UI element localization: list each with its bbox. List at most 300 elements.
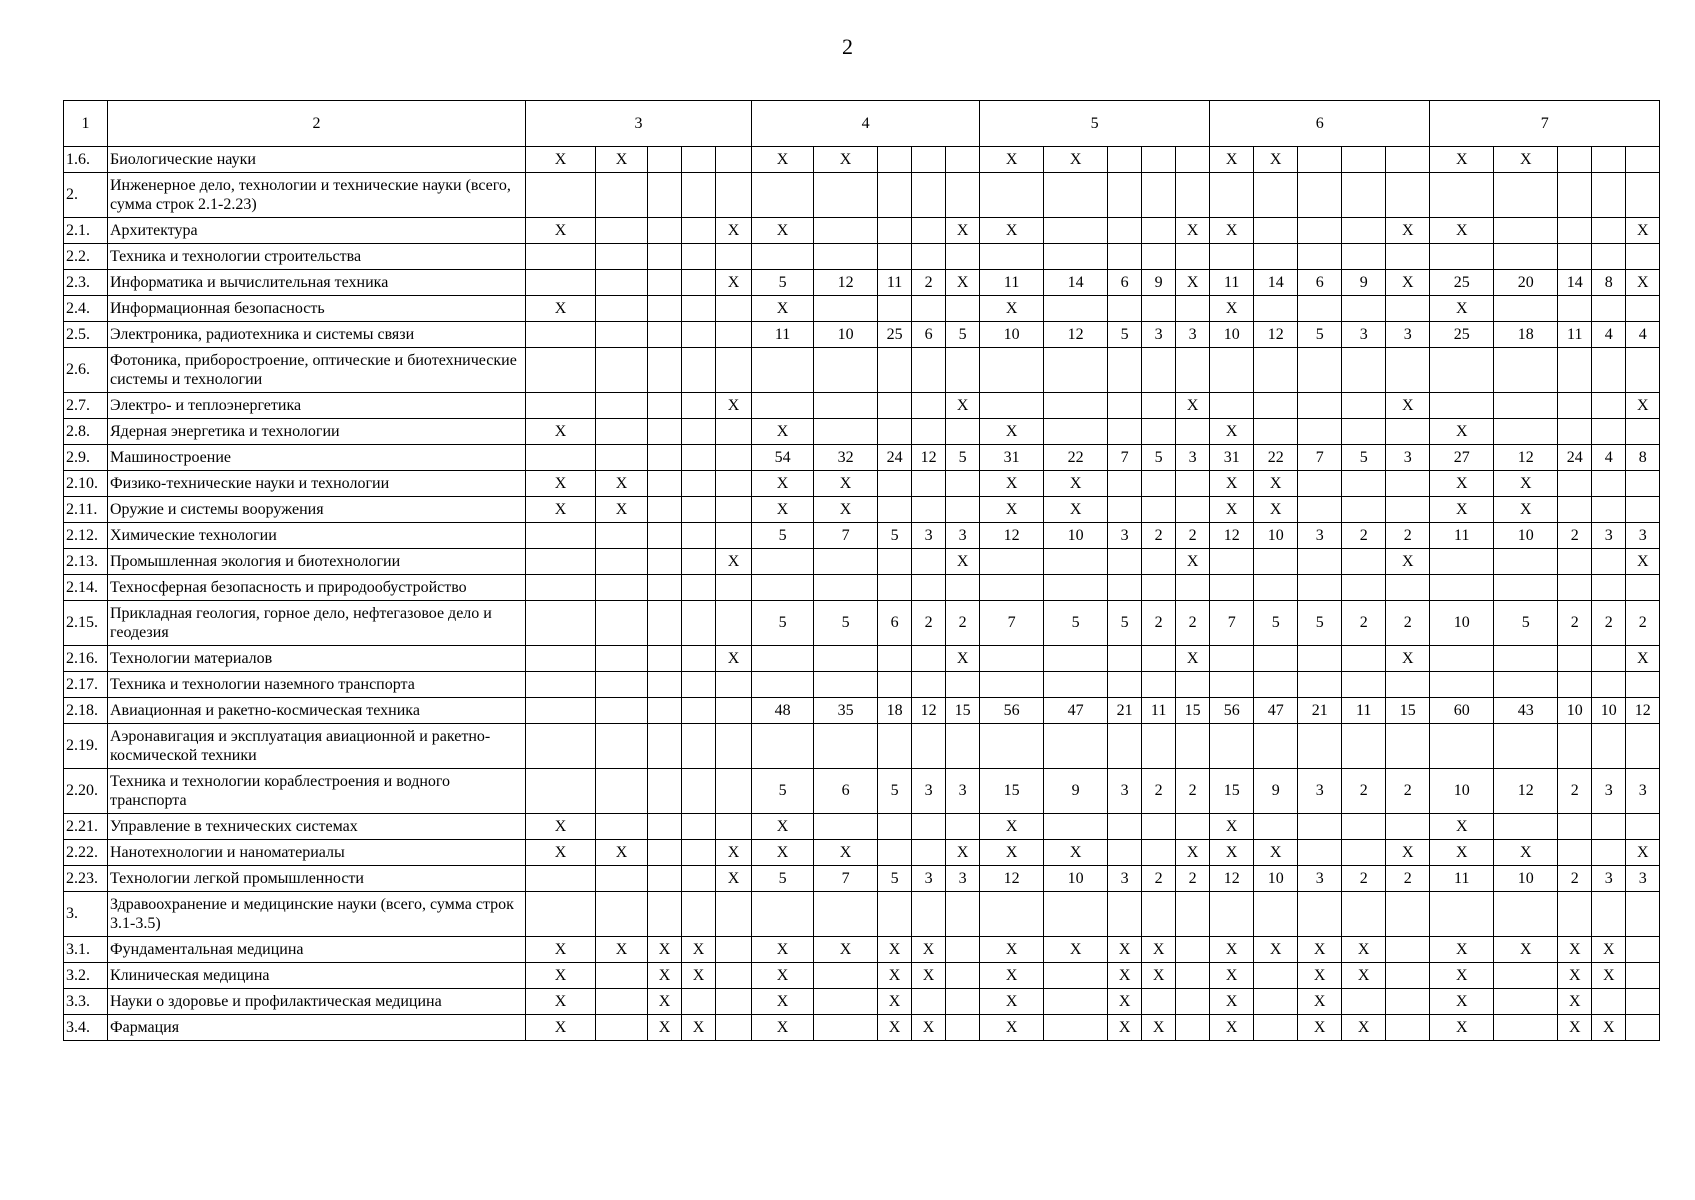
table-cell (1108, 672, 1142, 698)
table-row (64, 549, 1660, 575)
table-cell (1558, 840, 1592, 866)
table-cell (1626, 173, 1660, 218)
table-cell (1626, 1015, 1660, 1041)
table-cell (1626, 348, 1660, 393)
table-cell (814, 244, 878, 270)
table-cell (648, 296, 682, 322)
table-cell (716, 244, 752, 270)
table-cell (980, 575, 1044, 601)
table-cell (1254, 575, 1298, 601)
table-cell: X (1210, 963, 1254, 989)
table-cell (980, 646, 1044, 672)
table-cell: 43 (1494, 698, 1558, 724)
table-cell (1342, 296, 1386, 322)
table-cell: 4 (1592, 322, 1626, 348)
table-cell (1558, 646, 1592, 672)
table-cell (1044, 419, 1108, 445)
table-cell: 48 (752, 698, 814, 724)
table-cell: 2 (912, 601, 946, 646)
table-cell (1298, 840, 1342, 866)
table-cell (682, 672, 716, 698)
table-cell: X (752, 937, 814, 963)
table-row (64, 348, 1660, 393)
table-cell: 5 (1108, 601, 1142, 646)
table-row (64, 575, 1660, 601)
table-cell (1386, 963, 1430, 989)
table-cell: 47 (1254, 698, 1298, 724)
table-cell (1108, 218, 1142, 244)
table-cell: 6 (814, 769, 878, 814)
table-cell: X (1176, 840, 1210, 866)
table-cell: 2 (1342, 523, 1386, 549)
table-cell (946, 989, 980, 1015)
table-cell (716, 471, 752, 497)
table-cell: X (980, 963, 1044, 989)
table-cell: 3 (1108, 866, 1142, 892)
table-cell: X (1494, 471, 1558, 497)
table-cell (716, 1015, 752, 1041)
table-cell: X (596, 937, 648, 963)
row-name: Ядерная энергетика и технологии (108, 419, 526, 445)
table-cell (682, 322, 716, 348)
table-cell (752, 549, 814, 575)
table-cell (1592, 348, 1626, 393)
table-cell (1626, 937, 1660, 963)
table-cell (1386, 348, 1430, 393)
table-cell (1494, 549, 1558, 575)
table-cell (1108, 244, 1142, 270)
table-cell (1210, 646, 1254, 672)
table-cell: 27 (1430, 445, 1494, 471)
table-cell (1254, 348, 1298, 393)
table-cell (1494, 724, 1558, 769)
table-cell: 24 (878, 445, 912, 471)
table-cell (682, 814, 716, 840)
table-cell (946, 937, 980, 963)
table-cell (912, 393, 946, 419)
table-cell: 2 (1176, 601, 1210, 646)
table-cell (1494, 672, 1558, 698)
table-cell (648, 244, 682, 270)
row-code: 2.11. (64, 497, 108, 523)
table-cell: 60 (1430, 698, 1494, 724)
table-cell: X (912, 963, 946, 989)
table-cell: X (1176, 646, 1210, 672)
table-cell: X (1558, 989, 1592, 1015)
table-cell (878, 471, 912, 497)
table-cell (1342, 724, 1386, 769)
table-row (64, 1015, 1660, 1041)
table-cell (648, 866, 682, 892)
table-cell: 3 (1592, 866, 1626, 892)
table-cell (596, 769, 648, 814)
table-cell (1176, 147, 1210, 173)
table-cell (1494, 296, 1558, 322)
row-name: Промышленная экология и биотехнологии (108, 549, 526, 575)
table-cell (596, 549, 648, 575)
table-cell (1342, 840, 1386, 866)
table-cell: 2 (1386, 601, 1430, 646)
table-cell: 5 (946, 322, 980, 348)
table-cell (912, 814, 946, 840)
table-cell: X (1176, 218, 1210, 244)
table-cell (648, 575, 682, 601)
table-cell: X (814, 471, 878, 497)
table-cell (1558, 218, 1592, 244)
table-cell (1592, 497, 1626, 523)
table-cell: X (1386, 840, 1430, 866)
table-cell: 10 (1044, 866, 1108, 892)
table-cell: X (1430, 963, 1494, 989)
table-cell (596, 218, 648, 244)
table-cell (648, 769, 682, 814)
table-cell: X (1044, 497, 1108, 523)
table-cell (596, 419, 648, 445)
table-cell (1108, 419, 1142, 445)
table-cell: X (648, 989, 682, 1015)
table-cell (1108, 646, 1142, 672)
table-cell (648, 724, 682, 769)
table-cell (1592, 147, 1626, 173)
table-cell: X (980, 1015, 1044, 1041)
table-cell (814, 296, 878, 322)
table-cell: 2 (1558, 523, 1592, 549)
table-cell (1254, 218, 1298, 244)
table-cell (596, 244, 648, 270)
table-cell (946, 147, 980, 173)
table-row (64, 866, 1660, 892)
table-cell (1176, 672, 1210, 698)
row-name: Информационная безопасность (108, 296, 526, 322)
table-cell (1626, 419, 1660, 445)
table-cell (1558, 173, 1592, 218)
table-cell (946, 296, 980, 322)
table-cell (752, 348, 814, 393)
table-cell: 10 (980, 322, 1044, 348)
table-cell (1626, 244, 1660, 270)
table-row (64, 840, 1660, 866)
table-cell (1108, 147, 1142, 173)
table-cell (878, 244, 912, 270)
table-cell: X (752, 840, 814, 866)
table-cell: 12 (1254, 322, 1298, 348)
table-cell (648, 471, 682, 497)
table-cell (1298, 724, 1342, 769)
table-cell: 7 (980, 601, 1044, 646)
table-cell (1108, 724, 1142, 769)
table-cell (1494, 814, 1558, 840)
table-cell (1176, 892, 1210, 937)
table-cell (1044, 814, 1108, 840)
table-cell (1176, 937, 1210, 963)
table-cell (1108, 348, 1142, 393)
table-cell (1626, 471, 1660, 497)
table-cell: 5 (752, 769, 814, 814)
table-cell (1386, 244, 1430, 270)
table-cell: X (946, 549, 980, 575)
table-cell: X (878, 1015, 912, 1041)
table-cell (1494, 173, 1558, 218)
table-cell (526, 866, 596, 892)
table-cell (596, 270, 648, 296)
table-cell: 9 (1254, 769, 1298, 814)
table-cell (682, 445, 716, 471)
table-cell (526, 769, 596, 814)
table-cell (946, 471, 980, 497)
table-cell (1108, 497, 1142, 523)
table-cell: 7 (1108, 445, 1142, 471)
table-cell: 5 (814, 601, 878, 646)
table-cell: 15 (1210, 769, 1254, 814)
table-cell (1558, 892, 1592, 937)
table-cell (752, 892, 814, 937)
row-code: 2.6. (64, 348, 108, 393)
table-cell (596, 173, 648, 218)
table-cell (1044, 1015, 1108, 1041)
table-cell (946, 419, 980, 445)
table-cell (1176, 244, 1210, 270)
table-cell (648, 393, 682, 419)
table-cell (1298, 575, 1342, 601)
table-cell: 3 (1626, 523, 1660, 549)
table-cell: X (980, 989, 1044, 1015)
table-cell (1210, 173, 1254, 218)
table-cell: X (1044, 471, 1108, 497)
table-cell (912, 471, 946, 497)
table-cell (1210, 393, 1254, 419)
table-cell (1298, 549, 1342, 575)
table-cell (1342, 575, 1386, 601)
table-cell: 3 (912, 523, 946, 549)
table-cell (526, 523, 596, 549)
table-cell (814, 419, 878, 445)
header-cell: 6 (1210, 101, 1430, 147)
table-cell: 2 (946, 601, 980, 646)
table-cell (946, 724, 980, 769)
table-cell (1142, 575, 1176, 601)
table-cell (1142, 892, 1176, 937)
table-cell (1430, 173, 1494, 218)
table-cell: 5 (1298, 322, 1342, 348)
table-cell: X (1386, 218, 1430, 244)
table-cell (1430, 892, 1494, 937)
table-cell (682, 296, 716, 322)
table-cell (648, 173, 682, 218)
table-cell: 15 (980, 769, 1044, 814)
table-cell (1386, 1015, 1430, 1041)
table-cell: X (1254, 937, 1298, 963)
table-cell (1298, 244, 1342, 270)
table-row (64, 646, 1660, 672)
table-cell: 12 (912, 698, 946, 724)
table-cell: 5 (1254, 601, 1298, 646)
table-cell: 3 (1298, 523, 1342, 549)
table-cell (1254, 646, 1298, 672)
table-cell (1142, 672, 1176, 698)
table-cell: X (1108, 963, 1142, 989)
table-cell (526, 393, 596, 419)
table-cell (526, 601, 596, 646)
table-cell (1626, 724, 1660, 769)
header-row (64, 101, 1660, 147)
table-cell (814, 963, 878, 989)
table-cell (912, 419, 946, 445)
table-cell (1176, 471, 1210, 497)
table-cell: 25 (1430, 270, 1494, 296)
table-cell (1342, 471, 1386, 497)
table-cell (596, 575, 648, 601)
table-row (64, 892, 1660, 937)
table-cell (682, 892, 716, 937)
table-cell (1108, 471, 1142, 497)
table-cell: 2 (1142, 866, 1176, 892)
table-cell: 3 (946, 523, 980, 549)
table-cell: X (814, 147, 878, 173)
table-cell: 4 (1592, 445, 1626, 471)
table-cell: 21 (1298, 698, 1342, 724)
table-cell: 12 (1494, 769, 1558, 814)
table-cell: X (1430, 296, 1494, 322)
table-cell: X (980, 471, 1044, 497)
table-cell (878, 419, 912, 445)
row-code: 2.3. (64, 270, 108, 296)
table-cell: 5 (1142, 445, 1176, 471)
table-cell (716, 575, 752, 601)
table-cell: X (1342, 1015, 1386, 1041)
table-cell (1558, 497, 1592, 523)
table-cell (682, 270, 716, 296)
table-cell (1142, 497, 1176, 523)
table-cell: X (716, 270, 752, 296)
table-cell: 14 (1254, 270, 1298, 296)
table-cell (1386, 814, 1430, 840)
table-cell (814, 989, 878, 1015)
table-cell: 3 (1108, 769, 1142, 814)
table-cell (1210, 549, 1254, 575)
row-name: Архитектура (108, 218, 526, 244)
table-cell (1626, 963, 1660, 989)
table-cell: 2 (1342, 769, 1386, 814)
table-cell (1592, 393, 1626, 419)
table-cell: X (946, 218, 980, 244)
table-cell (596, 445, 648, 471)
table-cell: 12 (912, 445, 946, 471)
table-cell (648, 672, 682, 698)
table-cell: X (1176, 393, 1210, 419)
table-cell: 5 (752, 601, 814, 646)
row-code: 2.22. (64, 840, 108, 866)
table-cell (1254, 549, 1298, 575)
table-cell (980, 244, 1044, 270)
table-cell (596, 322, 648, 348)
table-cell (648, 698, 682, 724)
table-cell (716, 419, 752, 445)
table-cell (1044, 724, 1108, 769)
table-cell (1108, 892, 1142, 937)
table-cell (878, 173, 912, 218)
table-cell: 10 (1254, 866, 1298, 892)
table-cell (980, 724, 1044, 769)
table-cell: 10 (1592, 698, 1626, 724)
table-cell (648, 814, 682, 840)
table-cell: X (752, 497, 814, 523)
table-cell: 3 (1626, 769, 1660, 814)
table-cell: X (1108, 937, 1142, 963)
table-cell: X (1592, 1015, 1626, 1041)
table-cell: X (1430, 937, 1494, 963)
table-cell (1342, 419, 1386, 445)
table-cell (1386, 173, 1430, 218)
table-cell (1176, 348, 1210, 393)
table-cell (1142, 419, 1176, 445)
table-cell (716, 497, 752, 523)
table-cell: X (1430, 1015, 1494, 1041)
row-name: Клиническая медицина (108, 963, 526, 989)
table-cell: X (526, 296, 596, 322)
table-cell (1142, 244, 1176, 270)
header-cell: 4 (752, 101, 980, 147)
table-cell (1342, 989, 1386, 1015)
row-name: Науки о здоровье и профилактическая медицина (108, 989, 526, 1015)
table-cell (526, 646, 596, 672)
table-cell (1044, 244, 1108, 270)
table-cell (1626, 892, 1660, 937)
table-cell: 22 (1044, 445, 1108, 471)
table-cell: 5 (1298, 601, 1342, 646)
table-cell (1494, 575, 1558, 601)
table-cell: X (1626, 218, 1660, 244)
table-cell: X (648, 1015, 682, 1041)
table-cell: 56 (980, 698, 1044, 724)
row-name: Оружие и системы вооружения (108, 497, 526, 523)
table-cell (912, 173, 946, 218)
table-cell: 11 (752, 322, 814, 348)
table-cell (1108, 549, 1142, 575)
table-cell: 32 (814, 445, 878, 471)
table-cell (648, 497, 682, 523)
table-cell: 2 (1558, 866, 1592, 892)
table-cell: 10 (1044, 523, 1108, 549)
row-code: 2.18. (64, 698, 108, 724)
header-cell: 2 (108, 101, 526, 147)
table-cell: 3 (1176, 322, 1210, 348)
table-cell (912, 646, 946, 672)
table-cell (1592, 672, 1626, 698)
table-cell: X (1210, 147, 1254, 173)
table-cell (912, 244, 946, 270)
table-row (64, 173, 1660, 218)
table-cell (878, 814, 912, 840)
table-cell (1142, 989, 1176, 1015)
table-cell (1254, 963, 1298, 989)
table-cell (1342, 646, 1386, 672)
row-code: 2.5. (64, 322, 108, 348)
table-cell (1592, 173, 1626, 218)
table-cell (1210, 724, 1254, 769)
table-cell: X (1298, 937, 1342, 963)
table-cell: 3 (1176, 445, 1210, 471)
table-cell (1142, 173, 1176, 218)
table-cell: X (526, 471, 596, 497)
table-cell (1592, 296, 1626, 322)
table-cell: 5 (878, 866, 912, 892)
table-cell: X (752, 419, 814, 445)
row-name: Технологии легкой промышленности (108, 866, 526, 892)
table-cell: 15 (1176, 698, 1210, 724)
table-cell (1430, 393, 1494, 419)
table-cell (878, 646, 912, 672)
table-cell (980, 173, 1044, 218)
